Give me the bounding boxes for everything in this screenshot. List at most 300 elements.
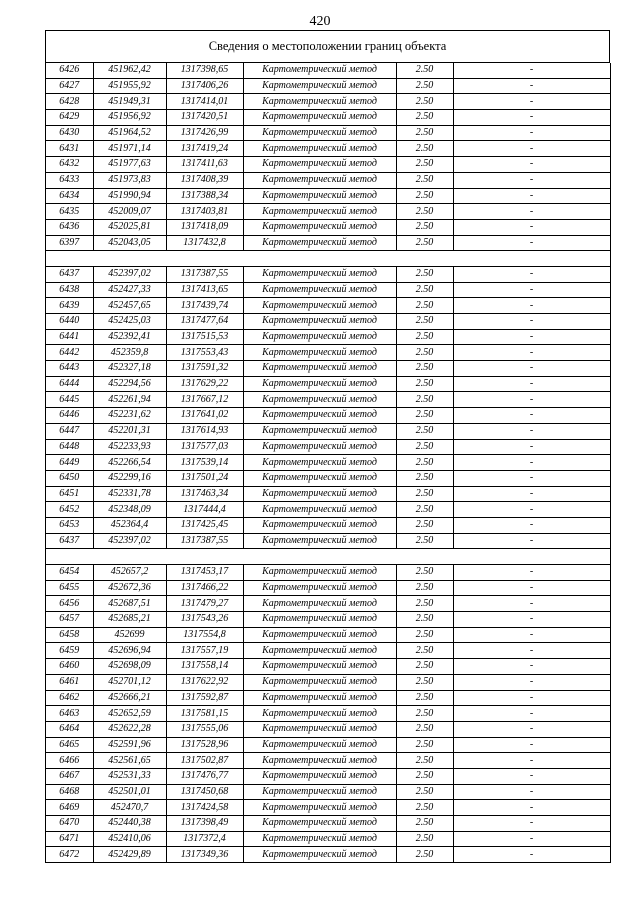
y-coordinate-cell: 1317413,65 xyxy=(166,282,243,298)
accuracy-cell: 2.50 xyxy=(396,392,453,408)
y-coordinate-cell: 1317641,02 xyxy=(166,408,243,424)
x-coordinate-cell: 452201,31 xyxy=(93,423,166,439)
point-number-cell: 6446 xyxy=(46,408,93,424)
x-coordinate-cell: 451955,92 xyxy=(93,78,166,94)
x-coordinate-cell: 452359,8 xyxy=(93,345,166,361)
method-cell: Картометрический метод xyxy=(243,533,396,549)
table-row xyxy=(46,768,610,784)
table-row xyxy=(46,580,610,596)
point-number-cell: 6433 xyxy=(46,172,93,188)
description-cell: - xyxy=(453,690,610,706)
description-cell: - xyxy=(453,470,610,486)
point-number-cell: 6461 xyxy=(46,674,93,690)
table-row xyxy=(46,188,610,204)
point-number-cell: 6464 xyxy=(46,721,93,737)
accuracy-cell: 2.50 xyxy=(396,141,453,157)
y-coordinate-cell: 1317629,22 xyxy=(166,376,243,392)
accuracy-cell: 2.50 xyxy=(396,690,453,706)
table-row xyxy=(46,78,610,94)
description-cell: - xyxy=(453,141,610,157)
table-row xyxy=(46,737,610,753)
description-cell: - xyxy=(453,753,610,769)
method-cell: Картометрический метод xyxy=(243,470,396,486)
accuracy-cell: 2.50 xyxy=(396,172,453,188)
y-coordinate-cell: 1317414,01 xyxy=(166,94,243,110)
x-coordinate-cell: 452501,01 xyxy=(93,784,166,800)
point-number-cell: 6430 xyxy=(46,125,93,141)
x-coordinate-cell: 451964,52 xyxy=(93,125,166,141)
point-number-cell: 6456 xyxy=(46,596,93,612)
method-cell: Картометрический метод xyxy=(243,580,396,596)
table-row xyxy=(46,486,610,502)
accuracy-cell: 2.50 xyxy=(396,204,453,220)
method-cell: Картометрический метод xyxy=(243,690,396,706)
accuracy-cell: 2.50 xyxy=(396,659,453,675)
table-row xyxy=(46,455,610,471)
point-number-cell: 6471 xyxy=(46,831,93,847)
x-coordinate-cell: 452397,02 xyxy=(93,533,166,549)
accuracy-cell: 2.50 xyxy=(396,784,453,800)
x-coordinate-cell: 452652,59 xyxy=(93,706,166,722)
method-cell: Картометрический метод xyxy=(243,235,396,251)
table-row xyxy=(46,110,610,126)
x-coordinate-cell: 452687,51 xyxy=(93,596,166,612)
x-coordinate-cell: 451990,94 xyxy=(93,188,166,204)
y-coordinate-cell: 1317502,87 xyxy=(166,753,243,769)
y-coordinate-cell: 1317450,68 xyxy=(166,784,243,800)
table-row xyxy=(46,674,610,690)
table-row xyxy=(46,533,610,549)
y-coordinate-cell: 1317424,58 xyxy=(166,800,243,816)
table-title: Сведения о местоположении границ объекта xyxy=(46,31,610,63)
y-coordinate-cell: 1317466,22 xyxy=(166,580,243,596)
table-row xyxy=(46,219,610,235)
accuracy-cell: 2.50 xyxy=(396,533,453,549)
table-row xyxy=(46,141,610,157)
point-number-cell: 6429 xyxy=(46,110,93,126)
point-number-cell: 6438 xyxy=(46,282,93,298)
x-coordinate-cell: 451973,83 xyxy=(93,172,166,188)
point-number-cell: 6397 xyxy=(46,235,93,251)
y-coordinate-cell: 1317418,09 xyxy=(166,219,243,235)
description-cell: - xyxy=(453,172,610,188)
method-cell: Картометрический метод xyxy=(243,157,396,173)
method-cell: Картометрический метод xyxy=(243,486,396,502)
accuracy-cell: 2.50 xyxy=(396,157,453,173)
y-coordinate-cell: 1317591,32 xyxy=(166,361,243,377)
y-coordinate-cell: 1317543,26 xyxy=(166,612,243,628)
y-coordinate-cell: 1317408,39 xyxy=(166,172,243,188)
method-cell: Картометрический метод xyxy=(243,298,396,314)
point-number-cell: 6436 xyxy=(46,219,93,235)
x-coordinate-cell: 452427,33 xyxy=(93,282,166,298)
table-row xyxy=(46,329,610,345)
point-number-cell: 6468 xyxy=(46,784,93,800)
point-number-cell: 6454 xyxy=(46,565,93,581)
accuracy-cell: 2.50 xyxy=(396,376,453,392)
accuracy-cell: 2.50 xyxy=(396,408,453,424)
table-row xyxy=(46,361,610,377)
x-coordinate-cell: 452685,21 xyxy=(93,612,166,628)
table-row xyxy=(46,376,610,392)
y-coordinate-cell: 1317622,92 xyxy=(166,674,243,690)
method-cell: Картометрический метод xyxy=(243,314,396,330)
coordinates-table-body xyxy=(46,63,610,863)
x-coordinate-cell: 451956,92 xyxy=(93,110,166,126)
description-cell: - xyxy=(453,282,610,298)
accuracy-cell: 2.50 xyxy=(396,674,453,690)
description-cell: - xyxy=(453,361,610,377)
table-row xyxy=(46,784,610,800)
table-row xyxy=(46,816,610,832)
method-cell: Картометрический метод xyxy=(243,63,396,78)
table-row xyxy=(46,266,610,282)
y-coordinate-cell: 1317581,15 xyxy=(166,706,243,722)
point-number-cell: 6469 xyxy=(46,800,93,816)
x-coordinate-cell: 452672,36 xyxy=(93,580,166,596)
description-cell: - xyxy=(453,94,610,110)
point-number-cell: 6441 xyxy=(46,329,93,345)
x-coordinate-cell: 452429,89 xyxy=(93,847,166,863)
accuracy-cell: 2.50 xyxy=(396,706,453,722)
method-cell: Картометрический метод xyxy=(243,831,396,847)
x-coordinate-cell: 452666,21 xyxy=(93,690,166,706)
y-coordinate-cell: 1317419,24 xyxy=(166,141,243,157)
y-coordinate-cell: 1317398,65 xyxy=(166,63,243,78)
x-coordinate-cell: 451962,42 xyxy=(93,63,166,78)
description-cell: - xyxy=(453,125,610,141)
description-cell: - xyxy=(453,188,610,204)
description-cell: - xyxy=(453,455,610,471)
accuracy-cell: 2.50 xyxy=(396,329,453,345)
accuracy-cell: 2.50 xyxy=(396,282,453,298)
point-number-cell: 6447 xyxy=(46,423,93,439)
accuracy-cell: 2.50 xyxy=(396,753,453,769)
table-row xyxy=(46,423,610,439)
description-cell: - xyxy=(453,784,610,800)
method-cell: Картометрический метод xyxy=(243,784,396,800)
table-row xyxy=(46,157,610,173)
description-cell: - xyxy=(453,235,610,251)
method-cell: Картометрический метод xyxy=(243,627,396,643)
y-coordinate-cell: 1317477,64 xyxy=(166,314,243,330)
method-cell: Картометрический метод xyxy=(243,502,396,518)
method-cell: Картометрический метод xyxy=(243,721,396,737)
table-row xyxy=(46,125,610,141)
method-cell: Картометрический метод xyxy=(243,612,396,628)
method-cell: Картометрический метод xyxy=(243,737,396,753)
point-number-cell: 6452 xyxy=(46,502,93,518)
group-separator-cell xyxy=(46,549,610,565)
accuracy-cell: 2.50 xyxy=(396,266,453,282)
point-number-cell: 6455 xyxy=(46,580,93,596)
y-coordinate-cell: 1317398,49 xyxy=(166,816,243,832)
method-cell: Картометрический метод xyxy=(243,800,396,816)
accuracy-cell: 2.50 xyxy=(396,580,453,596)
description-cell: - xyxy=(453,517,610,533)
description-cell: - xyxy=(453,580,610,596)
point-number-cell: 6432 xyxy=(46,157,93,173)
table-row xyxy=(46,94,610,110)
method-cell: Картометрический метод xyxy=(243,141,396,157)
y-coordinate-cell: 1317387,55 xyxy=(166,266,243,282)
method-cell: Картометрический метод xyxy=(243,408,396,424)
table-row xyxy=(46,235,610,251)
table-row xyxy=(46,172,610,188)
description-cell: - xyxy=(453,800,610,816)
table-row xyxy=(46,800,610,816)
y-coordinate-cell: 1317406,26 xyxy=(166,78,243,94)
method-cell: Картометрический метод xyxy=(243,78,396,94)
description-cell: - xyxy=(453,847,610,863)
description-cell: - xyxy=(453,816,610,832)
point-number-cell: 6428 xyxy=(46,94,93,110)
description-cell: - xyxy=(453,78,610,94)
point-number-cell: 6445 xyxy=(46,392,93,408)
group-separator-row xyxy=(46,251,610,267)
x-coordinate-cell: 452009,07 xyxy=(93,204,166,220)
description-cell: - xyxy=(453,345,610,361)
x-coordinate-cell: 452699 xyxy=(93,627,166,643)
method-cell: Картометрический метод xyxy=(243,329,396,345)
description-cell: - xyxy=(453,314,610,330)
accuracy-cell: 2.50 xyxy=(396,831,453,847)
accuracy-cell: 2.50 xyxy=(396,486,453,502)
method-cell: Картометрический метод xyxy=(243,125,396,141)
table-row xyxy=(46,470,610,486)
y-coordinate-cell: 1317515,53 xyxy=(166,329,243,345)
y-coordinate-cell: 1317403,81 xyxy=(166,204,243,220)
method-cell: Картометрический метод xyxy=(243,768,396,784)
description-cell: - xyxy=(453,643,610,659)
point-number-cell: 6453 xyxy=(46,517,93,533)
point-number-cell: 6458 xyxy=(46,627,93,643)
y-coordinate-cell: 1317614,93 xyxy=(166,423,243,439)
table-row xyxy=(46,690,610,706)
method-cell: Картометрический метод xyxy=(243,376,396,392)
description-cell: - xyxy=(453,408,610,424)
accuracy-cell: 2.50 xyxy=(396,800,453,816)
description-cell: - xyxy=(453,627,610,643)
table-row xyxy=(46,643,610,659)
x-coordinate-cell: 452331,78 xyxy=(93,486,166,502)
method-cell: Картометрический метод xyxy=(243,266,396,282)
accuracy-cell: 2.50 xyxy=(396,361,453,377)
x-coordinate-cell: 452591,96 xyxy=(93,737,166,753)
description-cell: - xyxy=(453,63,610,78)
x-coordinate-cell: 451977,63 xyxy=(93,157,166,173)
accuracy-cell: 2.50 xyxy=(396,78,453,94)
description-cell: - xyxy=(453,439,610,455)
point-number-cell: 6431 xyxy=(46,141,93,157)
table-row xyxy=(46,831,610,847)
table-row xyxy=(46,565,610,581)
x-coordinate-cell: 452043,05 xyxy=(93,235,166,251)
method-cell: Картометрический метод xyxy=(243,517,396,533)
y-coordinate-cell: 1317577,03 xyxy=(166,439,243,455)
accuracy-cell: 2.50 xyxy=(396,816,453,832)
method-cell: Картометрический метод xyxy=(243,816,396,832)
y-coordinate-cell: 1317349,36 xyxy=(166,847,243,863)
table-row xyxy=(46,753,610,769)
point-number-cell: 6460 xyxy=(46,659,93,675)
accuracy-cell: 2.50 xyxy=(396,314,453,330)
x-coordinate-cell: 452470,7 xyxy=(93,800,166,816)
point-number-cell: 6440 xyxy=(46,314,93,330)
x-coordinate-cell: 452261,94 xyxy=(93,392,166,408)
point-number-cell: 6426 xyxy=(46,63,93,78)
y-coordinate-cell: 1317558,14 xyxy=(166,659,243,675)
point-number-cell: 6437 xyxy=(46,266,93,282)
y-coordinate-cell: 1317432,8 xyxy=(166,235,243,251)
description-cell: - xyxy=(453,392,610,408)
accuracy-cell: 2.50 xyxy=(396,110,453,126)
method-cell: Картометрический метод xyxy=(243,439,396,455)
x-coordinate-cell: 452025,81 xyxy=(93,219,166,235)
table-row xyxy=(46,721,610,737)
table-row xyxy=(46,659,610,675)
accuracy-cell: 2.50 xyxy=(396,721,453,737)
point-number-cell: 6427 xyxy=(46,78,93,94)
x-coordinate-cell: 452299,16 xyxy=(93,470,166,486)
x-coordinate-cell: 452392,41 xyxy=(93,329,166,345)
x-coordinate-cell: 452701,12 xyxy=(93,674,166,690)
table-row xyxy=(46,204,610,220)
description-cell: - xyxy=(453,737,610,753)
table-row xyxy=(46,596,610,612)
y-coordinate-cell: 1317372,4 xyxy=(166,831,243,847)
description-cell: - xyxy=(453,721,610,737)
description-cell: - xyxy=(453,502,610,518)
accuracy-cell: 2.50 xyxy=(396,94,453,110)
point-number-cell: 6444 xyxy=(46,376,93,392)
description-cell: - xyxy=(453,329,610,345)
method-cell: Картометрический метод xyxy=(243,706,396,722)
page-number: 420 xyxy=(309,14,331,29)
y-coordinate-cell: 1317557,19 xyxy=(166,643,243,659)
x-coordinate-cell: 452348,09 xyxy=(93,502,166,518)
method-cell: Картометрический метод xyxy=(243,361,396,377)
accuracy-cell: 2.50 xyxy=(396,345,453,361)
table-row xyxy=(46,63,610,78)
y-coordinate-cell: 1317420,51 xyxy=(166,110,243,126)
table-row xyxy=(46,517,610,533)
point-number-cell: 6439 xyxy=(46,298,93,314)
description-cell: - xyxy=(453,204,610,220)
point-number-cell: 6449 xyxy=(46,455,93,471)
method-cell: Картометрический метод xyxy=(243,204,396,220)
coordinates-table xyxy=(46,63,611,863)
point-number-cell: 6467 xyxy=(46,768,93,784)
group-separator-row xyxy=(46,549,610,565)
x-coordinate-cell: 452622,28 xyxy=(93,721,166,737)
description-cell: - xyxy=(453,486,610,502)
method-cell: Картометрический метод xyxy=(243,392,396,408)
y-coordinate-cell: 1317592,87 xyxy=(166,690,243,706)
y-coordinate-cell: 1317667,12 xyxy=(166,392,243,408)
y-coordinate-cell: 1317411,63 xyxy=(166,157,243,173)
group-separator-cell xyxy=(46,251,610,267)
table-row xyxy=(46,345,610,361)
description-cell: - xyxy=(453,298,610,314)
accuracy-cell: 2.50 xyxy=(396,596,453,612)
x-coordinate-cell: 452696,94 xyxy=(93,643,166,659)
point-number-cell: 6462 xyxy=(46,690,93,706)
method-cell: Картометрический метод xyxy=(243,423,396,439)
accuracy-cell: 2.50 xyxy=(396,612,453,628)
table-row xyxy=(46,502,610,518)
accuracy-cell: 2.50 xyxy=(396,219,453,235)
description-cell: - xyxy=(453,423,610,439)
accuracy-cell: 2.50 xyxy=(396,627,453,643)
x-coordinate-cell: 452231,62 xyxy=(93,408,166,424)
y-coordinate-cell: 1317539,14 xyxy=(166,455,243,471)
method-cell: Картометрический метод xyxy=(243,219,396,235)
method-cell: Картометрический метод xyxy=(243,172,396,188)
point-number-cell: 6450 xyxy=(46,470,93,486)
accuracy-cell: 2.50 xyxy=(396,643,453,659)
accuracy-cell: 2.50 xyxy=(396,517,453,533)
x-coordinate-cell: 452397,02 xyxy=(93,266,166,282)
table-row xyxy=(46,282,610,298)
accuracy-cell: 2.50 xyxy=(396,298,453,314)
table-row xyxy=(46,706,610,722)
description-cell: - xyxy=(453,157,610,173)
point-number-cell: 6457 xyxy=(46,612,93,628)
point-number-cell: 6451 xyxy=(46,486,93,502)
y-coordinate-cell: 1317501,24 xyxy=(166,470,243,486)
method-cell: Картометрический метод xyxy=(243,345,396,361)
method-cell: Картометрический метод xyxy=(243,94,396,110)
method-cell: Картометрический метод xyxy=(243,643,396,659)
point-number-cell: 6437 xyxy=(46,533,93,549)
description-cell: - xyxy=(453,266,610,282)
description-cell: - xyxy=(453,659,610,675)
y-coordinate-cell: 1317439,74 xyxy=(166,298,243,314)
accuracy-cell: 2.50 xyxy=(396,125,453,141)
x-coordinate-cell: 452657,2 xyxy=(93,565,166,581)
y-coordinate-cell: 1317476,77 xyxy=(166,768,243,784)
method-cell: Картометрический метод xyxy=(243,282,396,298)
x-coordinate-cell: 452327,18 xyxy=(93,361,166,377)
accuracy-cell: 2.50 xyxy=(396,439,453,455)
point-number-cell: 6459 xyxy=(46,643,93,659)
accuracy-cell: 2.50 xyxy=(396,235,453,251)
method-cell: Картометрический метод xyxy=(243,659,396,675)
description-cell: - xyxy=(453,768,610,784)
method-cell: Картометрический метод xyxy=(243,110,396,126)
table-row xyxy=(46,612,610,628)
table-row xyxy=(46,392,610,408)
table-row xyxy=(46,847,610,863)
method-cell: Картометрический метод xyxy=(243,674,396,690)
y-coordinate-cell: 1317426,99 xyxy=(166,125,243,141)
x-coordinate-cell: 452364,4 xyxy=(93,517,166,533)
x-coordinate-cell: 452531,33 xyxy=(93,768,166,784)
y-coordinate-cell: 1317479,27 xyxy=(166,596,243,612)
method-cell: Картометрический метод xyxy=(243,565,396,581)
table-row xyxy=(46,298,610,314)
description-cell: - xyxy=(453,565,610,581)
accuracy-cell: 2.50 xyxy=(396,188,453,204)
accuracy-cell: 2.50 xyxy=(396,502,453,518)
description-cell: - xyxy=(453,596,610,612)
description-cell: - xyxy=(453,376,610,392)
point-number-cell: 6435 xyxy=(46,204,93,220)
point-number-cell: 6470 xyxy=(46,816,93,832)
point-number-cell: 6465 xyxy=(46,737,93,753)
y-coordinate-cell: 1317555,06 xyxy=(166,721,243,737)
